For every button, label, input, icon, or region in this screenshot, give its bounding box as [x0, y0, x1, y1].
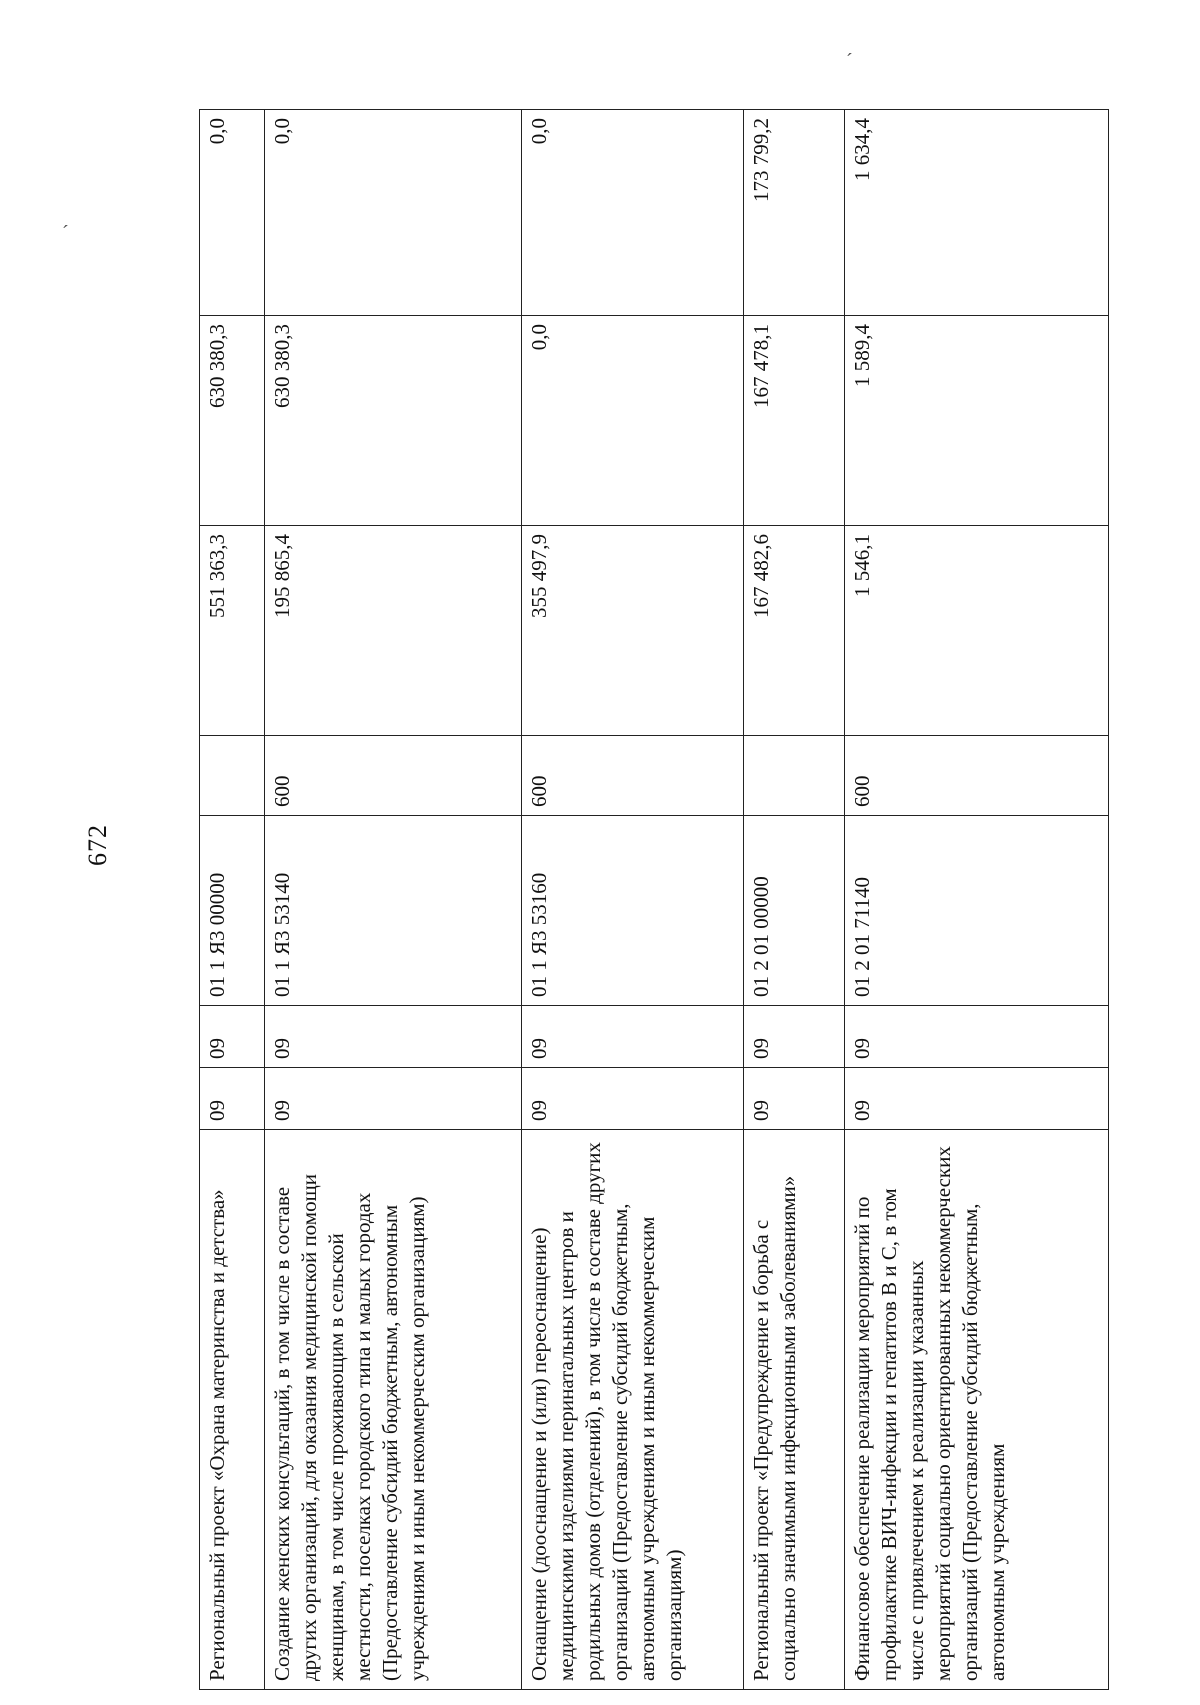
row-sum3: 0,0 [200, 110, 265, 316]
row-vr [200, 736, 265, 816]
row-rz: 09 [744, 1068, 845, 1130]
row-sum3: 173 799,2 [744, 110, 845, 316]
table-row [200, 110, 265, 1690]
row-pr: 09 [522, 1006, 744, 1068]
table-row [744, 110, 845, 1690]
row-name: Оснащение (дооснащение и (или) переоснащение) медицинскими изделиями перинатальных центров и родильных домов (отделений), в том числе в составе других организаций (Предоставление субсидий бюджетным, автономным учреждениям и иным некоммерческим организациям) [522, 1130, 744, 1690]
row-pr: 09 [744, 1006, 845, 1068]
row-sum3: 0,0 [522, 110, 744, 316]
table-row [845, 110, 1109, 1690]
row-pr: 09 [200, 1006, 265, 1068]
row-sum2: 1 589,4 [845, 316, 1109, 526]
row-sum1: 167 482,6 [744, 526, 845, 736]
row-csr: 01 1 Я3 53160 [522, 816, 744, 1006]
row-sum2: 0,0 [522, 316, 744, 526]
row-rz: 09 [845, 1068, 1109, 1130]
scan-speck: ˊ [62, 222, 69, 244]
row-name: Региональный проект «Охрана материнства и детства» [200, 1130, 265, 1690]
row-csr: 01 1 Я3 00000 [200, 816, 265, 1006]
row-rz: 09 [200, 1068, 265, 1130]
row-sum1: 355 497,9 [522, 526, 744, 736]
page-number: 672 [83, 824, 112, 866]
row-pr: 09 [264, 1006, 522, 1068]
table-row [264, 110, 522, 1690]
row-vr [744, 736, 845, 816]
row-name: Региональный проект «Предупреждение и борьба с социально значимыми инфекционными заболеваниями» [744, 1130, 845, 1690]
scan-speck: ˊ [846, 50, 853, 72]
row-sum2: 630 380,3 [200, 316, 265, 526]
row-sum1: 551 363,3 [200, 526, 265, 736]
row-sum2: 630 380,3 [264, 316, 522, 526]
row-pr: 09 [845, 1006, 1109, 1068]
table-row [522, 110, 744, 1690]
row-csr: 01 2 01 71140 [845, 816, 1109, 1006]
row-sum3: 1 634,4 [845, 110, 1109, 316]
budget-table-rotated [199, 110, 1109, 1690]
row-csr: 01 1 Я3 53140 [264, 816, 522, 1006]
row-vr: 600 [264, 736, 522, 816]
row-name: Финансовое обеспечение реализации мероприятий по профилактике ВИЧ-инфекции и гепатитов В и С, в том числе с привлечением к реализации указанных мероприятий социально ориентированных некоммерческих организаций (Предоставление субсидий бюджетным, автономным учреждениям [845, 1130, 1109, 1690]
row-sum1: 195 865,4 [264, 526, 522, 736]
budget-table [199, 109, 1109, 1690]
row-rz: 09 [522, 1068, 744, 1130]
row-vr: 600 [845, 736, 1109, 816]
row-sum1: 1 546,1 [845, 526, 1109, 736]
row-sum3: 0,0 [264, 110, 522, 316]
row-sum2: 167 478,1 [744, 316, 845, 526]
row-vr: 600 [522, 736, 744, 816]
row-name: Создание женских консультаций, в том числе в составе других организаций, для оказания медицинской помощи женщинам, в том числе проживающим в сельской местности, поселках городского типа и малых городах (Предоставление субсидий бюджетным, автономным учреждениям и иным некоммерческим организациям) [264, 1130, 522, 1690]
row-rz: 09 [264, 1068, 522, 1130]
row-csr: 01 2 01 00000 [744, 816, 845, 1006]
